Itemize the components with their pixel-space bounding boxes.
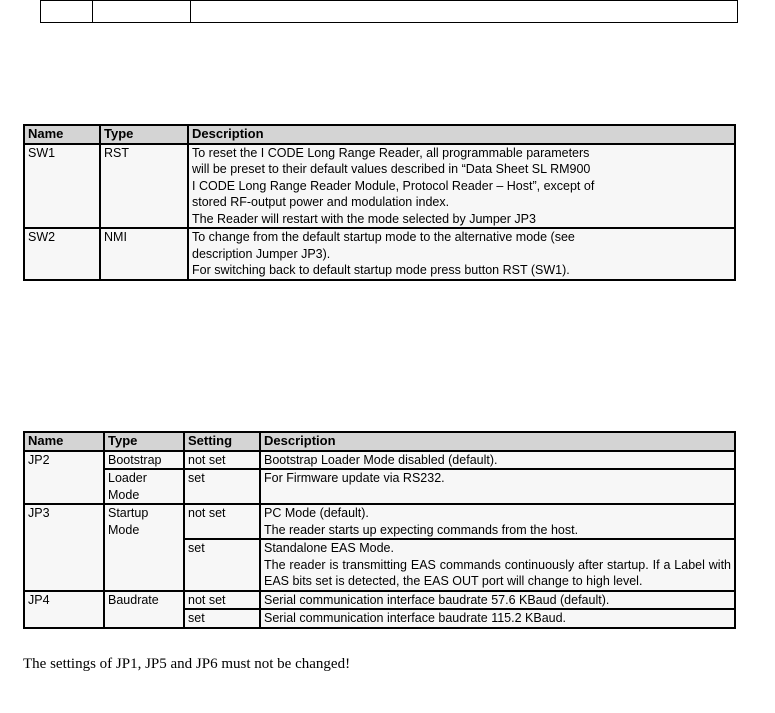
description-line: will be preset to their default values described in “Data Sheet SL RM900 [192, 162, 591, 176]
table-cell [41, 1, 93, 23]
column-header-name: Name [24, 432, 104, 451]
description-line: description Jumper JP3). [192, 246, 331, 261]
jumper-setting: not set [184, 451, 260, 470]
jumper-type: Baudrate [104, 591, 184, 628]
table-row [24, 504, 735, 539]
column-header-type: Type [104, 432, 184, 451]
switch-type: NMI [100, 228, 188, 280]
column-header-description: Description [260, 432, 735, 451]
settings-note: The settings of JP1, JP5 and JP6 must not be changed! [23, 656, 351, 672]
table-row [41, 1, 738, 23]
jumper-setting: not set [184, 504, 260, 539]
table-row [24, 451, 735, 470]
jumper-type: Loader Mode [104, 469, 184, 504]
switch-description [188, 144, 735, 229]
description-line: The reader is transmitting EAS commands continuously after startup. If a Label with EAS bits set is detected, the EAS OUT port will change to high level. [264, 557, 731, 588]
switch-type: RST [100, 144, 188, 229]
jumper-description [260, 539, 735, 591]
jumper-name: JP3 [24, 504, 104, 591]
description-line: I CODE Long Range Reader Module, Protocol Reader – Host”, except of [192, 178, 595, 193]
jumper-description: Bootstrap Loader Mode disabled (default). [260, 451, 735, 470]
table-row [24, 469, 735, 504]
description-line: To change from the default startup mode to the alternative mode (see [192, 230, 575, 244]
description-line: The Reader will restart with the mode selected by Jumper JP3 [192, 211, 536, 226]
column-header-type: Type [100, 125, 188, 144]
table-header-row [24, 125, 735, 144]
table-row [24, 144, 735, 229]
switch-name: SW1 [24, 144, 100, 229]
description-line: To reset the I CODE Long Range Reader, all programmable parameters [192, 145, 590, 160]
jumper-setting: set [184, 469, 260, 504]
jumper-name: JP4 [24, 591, 104, 628]
column-header-setting: Setting [184, 432, 260, 451]
jumper-description: For Firmware update via RS232. [260, 469, 735, 504]
description-line: The reader starts up expecting commands from the host. [264, 522, 579, 537]
table-row [24, 228, 735, 280]
jumper-setting: not set [184, 591, 260, 610]
table-cell [191, 1, 738, 23]
jumper-setting: set [184, 539, 260, 591]
column-header-name: Name [24, 125, 100, 144]
jumper-setting: set [184, 609, 260, 628]
table-header-row [24, 432, 735, 451]
table-cell [93, 1, 191, 23]
description-line: PC Mode (default). [264, 506, 369, 520]
jumper-description [260, 504, 735, 539]
jumper-type: Startup Mode [104, 504, 184, 591]
switches-table [23, 124, 736, 281]
switch-description [188, 228, 735, 280]
jumper-name: JP2 [24, 451, 104, 505]
jumper-description: Serial communication interface baudrate 115.2 KBaud. [260, 609, 735, 628]
description-line: Standalone EAS Mode. [264, 541, 394, 555]
table-row [24, 591, 735, 610]
description-line: stored RF-output power and modulation index. [192, 195, 450, 209]
jumper-type: Bootstrap [104, 451, 184, 470]
empty-table-fragment [40, 0, 738, 23]
jumper-description: Serial communication interface baudrate 57.6 KBaud (default). [260, 591, 735, 610]
jumpers-table [23, 431, 736, 629]
switch-name: SW2 [24, 228, 100, 280]
column-header-description: Description [188, 125, 735, 144]
description-line: For switching back to default startup mode press button RST (SW1). [192, 263, 570, 277]
